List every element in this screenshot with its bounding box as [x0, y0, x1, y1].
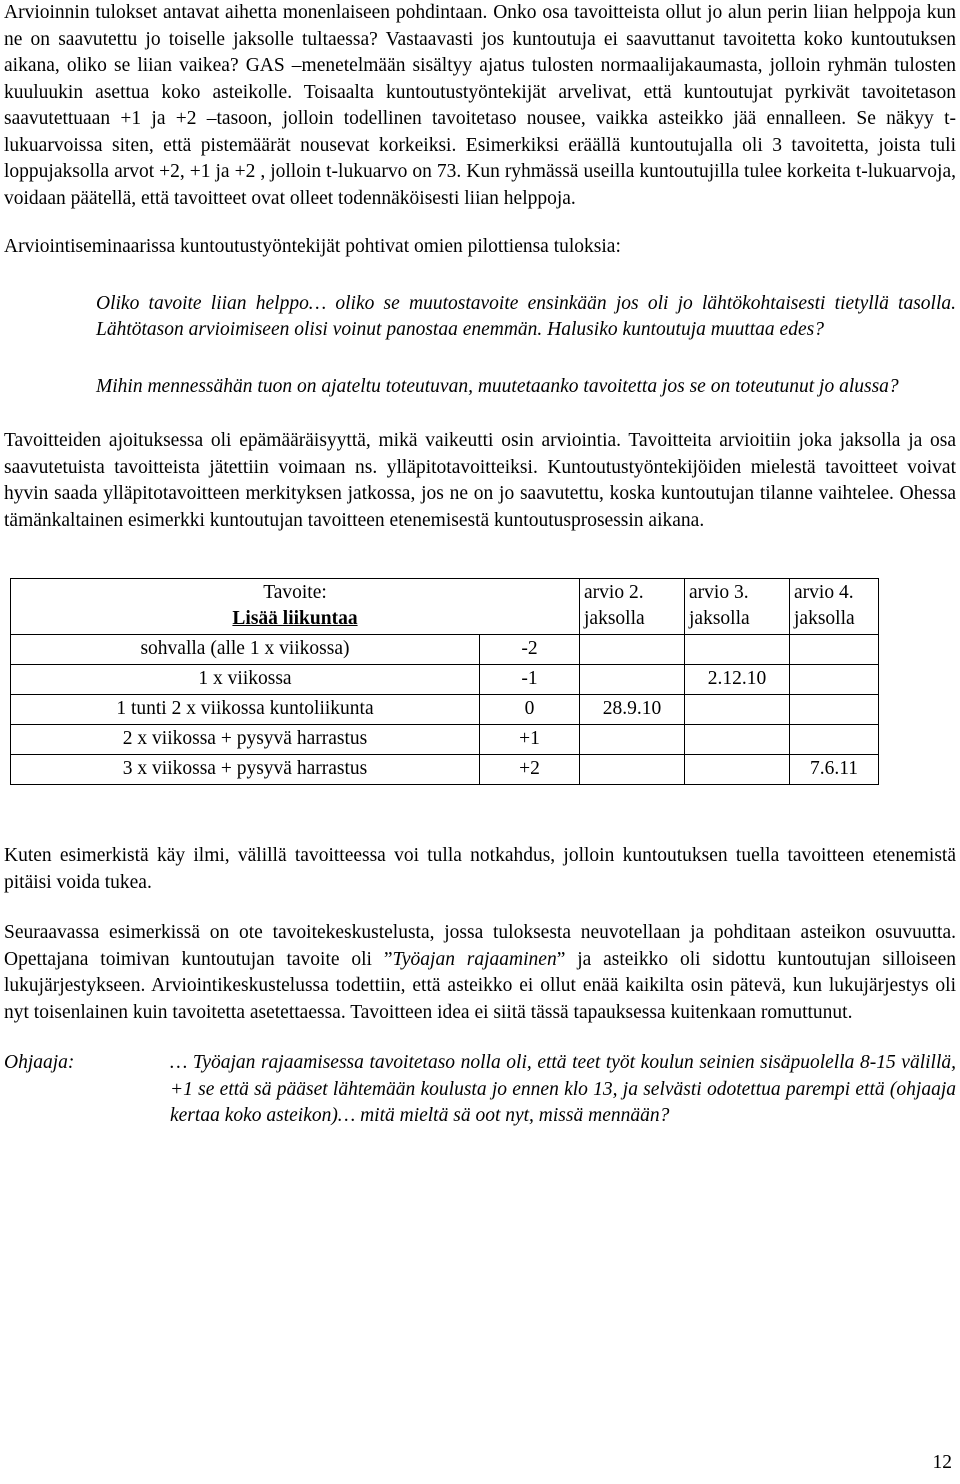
level-text: sohvalla (alle 1 x viikossa) [11, 635, 480, 665]
p5-before: Seuraavassa esimerkissä on ote tavoitekeskustelusta, jossa tuloksesta neuvotellaan ja pohditaan asteikon osuvuutta. Opettajana toimivan kuntoutujan tavoite oli ” [4, 922, 956, 970]
arvio-4-cell [790, 695, 879, 725]
arvio-4-cell: 7.6.11 [790, 755, 879, 785]
arvio-3-cell [685, 725, 790, 755]
paragraph-dip-note: Kuten esimerkistä käy ilmi, välillä tavoitteessa voi tulla notkahdus, jolloin kuntoutuksen tuella tavoitteen etenemistä pitäisi voida tukea. [4, 845, 956, 893]
page-number: 12 [932, 1452, 952, 1473]
document-page [4, 0, 956, 1130]
quote-goal-too-easy: Oliko tavoite liian helppo… oliko se muutostavoite ensinkään jos oli jo lähtökohtaisesti tietyllä tasolla. Lähtötason arvioimiseen olisi voinut panostaa enemmän. Halusiko kuntoutuja muuttaa edes? [96, 292, 956, 340]
header-arvio-3: arvio 3. jaksolla [685, 579, 790, 635]
level-text: 1 x viikossa [11, 665, 480, 695]
table-row [11, 725, 879, 755]
goal-title: Lisää liikuntaa [232, 608, 358, 629]
level-score: +2 [480, 755, 580, 785]
arvio-4-cell [790, 635, 879, 665]
header-arvio-4: arvio 4. jaksolla [790, 579, 879, 635]
arvio-3-cell [685, 635, 790, 665]
table-header-row [11, 579, 879, 635]
table-row [11, 635, 879, 665]
arvio-3-cell [685, 755, 790, 785]
table-row [11, 665, 879, 695]
arvio-2-cell [580, 725, 685, 755]
level-text: 3 x viikossa + pysyvä harrastus [11, 755, 480, 785]
goal-progress-table-wrapper [10, 578, 956, 785]
paragraph-seminar-intro: Arviointiseminaarissa kuntoutustyöntekijät pohtivat omien pilottiensa tuloksia: [4, 236, 621, 257]
level-score: +1 [480, 725, 580, 755]
p5-after: ” ja asteikko oli sidottu kuntoutujan silloiseen lukujärjestykseen. Arviointikeskustelussa todettiin, että asteikko ei ollut enää kaikilta osin pätevä, kun lukujärjestys oli nyt toisenlainen kuin tavoitetta asetettaessa. Tavoitteen idea ei siitä tässä tapauksessa kuitenkaan romuttunut. [4, 948, 956, 1023]
arvio-3-cell: 2.12.10 [685, 665, 790, 695]
table-row [11, 695, 879, 725]
table-row [11, 755, 879, 785]
arvio-2-cell [580, 755, 685, 785]
paragraph-goal-timing: Tavoitteiden ajoituksessa oli epämääräisyyttä, mikä vaikeutti osin arviointia. Tavoitteita arvioitiin joka jaksolla ja osa saavutetuista tavoitteista jätettiin voimaan ns. ylläpitotavoitteiksi. Kuntoutustyöntekijöiden mielestä tavoitteet voivat hyvin saada ylläpitotavoitteen merkityksen jatkossa, jos ne on jo saavutettu, koska kuntoutujan tilanne vaihtelee. Ohessa tämänkaltainen esimerkki kuntoutujan tavoitteen etenemisestä kuntoutusprosessin aikana. [4, 430, 956, 531]
level-text: 2 x viikossa + pysyvä harrastus [11, 725, 480, 755]
arvio-2-cell [580, 665, 685, 695]
arvio-2-cell: 28.9.10 [580, 695, 685, 725]
goal-label: Tavoite: [263, 582, 327, 603]
goal-header-cell [11, 579, 580, 635]
dialog-speaker: Ohjaaja: [4, 1052, 75, 1073]
arvio-4-cell [790, 725, 879, 755]
dialog-excerpt [4, 1050, 956, 1130]
quote-goal-timing: Mihin mennessähän tuon on ajateltu toteutuvan, muutetaanko tavoitetta jos se on toteutunut jo alussa? [96, 375, 899, 397]
arvio-2-cell [580, 635, 685, 665]
arvio-3-cell [685, 695, 790, 725]
arvio-4-cell [790, 665, 879, 695]
dialog-speech: … Työajan rajaamisessa tavoitetaso nolla oli, että teet työt koulun seinien sisäpuolella 8-15 välillä, +1 se että sä pääset lähtemään koulusta jo ennen klo 13, ja selvästi odotettua parempi että (ohjaaja kertaa koko asteikon)… mitä mieltä sä oot nyt, missä mennään? [170, 1052, 956, 1126]
paragraph-gas-results: Arvioinnin tulokset antavat aihetta monenlaiseen pohdintaan. Onko osa tavoitteista ollut jo alun perin liian helppoja kun ne on saavutettu jo toiselle jaksolle tultaessa? Vastaavasti jos kuntoutuja ei saavuttanut tavoitetta koko kuntoutuksen aikana, oliko se liian vaikea? GAS –menetelmään sisältyy ajatus tulosten normaalijakaumasta, jolloin ryhmän tulosten kuuluukin asettua koko asteikolle. Toisaalta kuntoutustyöntekijät arvelivat, että kuntoutujat pyrkivät tavoitetason saavutettuaan +1 ja +2 –tasoon, jolloin todellinen tavoitetaso nousee, vaikka asteikko jää ennalleen. Se näkyy t-lukuarvoissa siten, että pistemäärät nousevat korkeiksi. Esimerkiksi eräällä kuntoutujalla oli 3 tavoitetta, joista tuli loppujaksolla arvot +2, +1 ja +2 , jolloin t-lukuarvo on 73. Kun ryhmässä useilla kuntoutujilla tulee korkeita t-lukuarvoja, voidaan päätellä, että tavoitteet ovat olleet todennäköisesti liian helppoja. [4, 2, 956, 209]
paragraph-discussion-example [4, 920, 956, 1026]
level-score: -1 [480, 665, 580, 695]
level-score: 0 [480, 695, 580, 725]
header-arvio-2: arvio 2. jaksolla [580, 579, 685, 635]
goal-progress-table [10, 578, 879, 785]
level-score: -2 [480, 635, 580, 665]
level-text: 1 tunti 2 x viikossa kuntoliikunta [11, 695, 480, 725]
p5-goal-name: Työajan rajaaminen [392, 948, 557, 970]
